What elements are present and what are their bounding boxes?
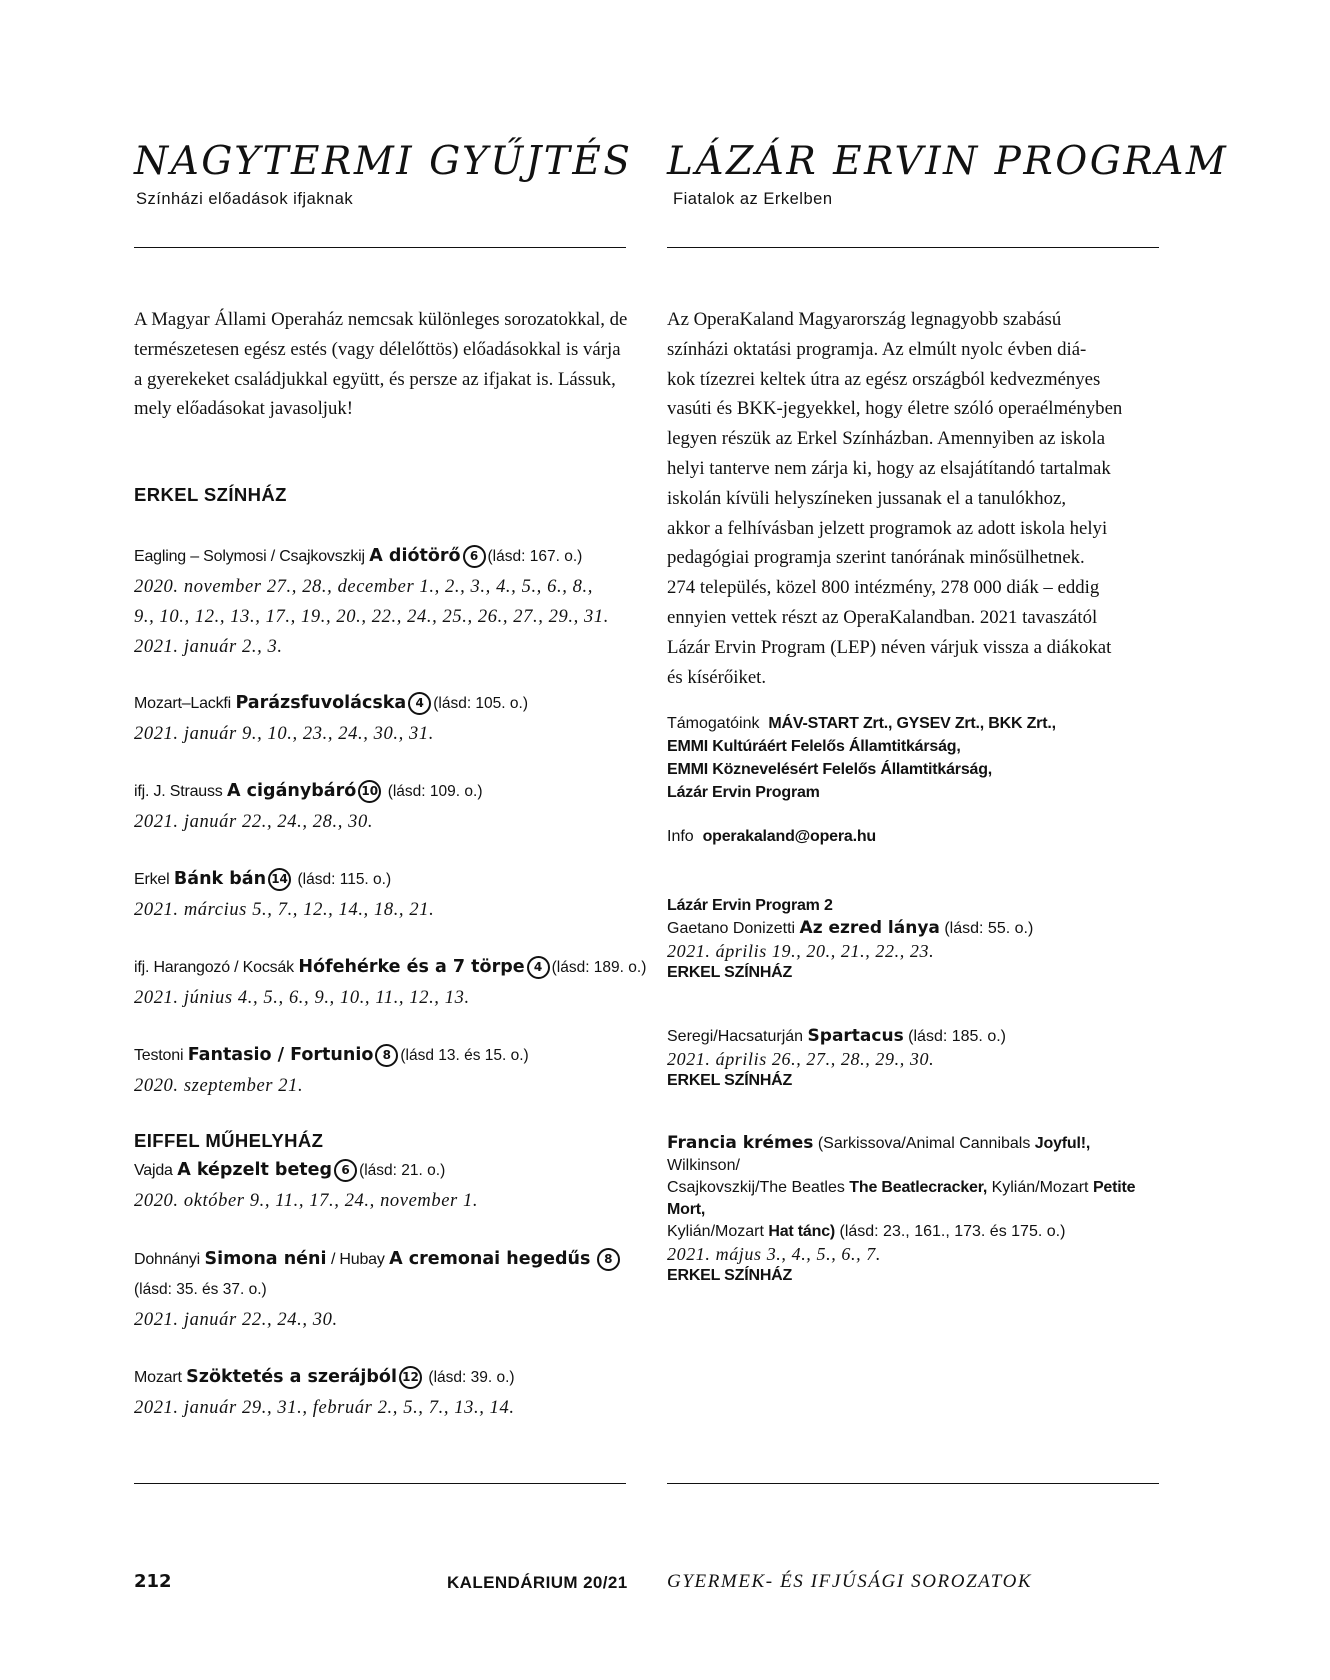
footer-section-title: GYERMEK- ÉS IFJÚSÁGI SOROZATOK (667, 1571, 1033, 1592)
entry-kepzelt-beteg (134, 1155, 634, 1216)
age-badge: 8 (375, 1044, 398, 1067)
age-badge: 12 (399, 1366, 422, 1389)
program-work: Hat tánc) (768, 1223, 836, 1240)
text-line: és kísérőiket. (667, 666, 767, 688)
work-title: Az ezred lánya (799, 918, 940, 938)
composer: / Hubay (330, 1251, 385, 1268)
entry-hofeherke (134, 952, 647, 1013)
supporter-line: Lázár Ervin Program (667, 784, 820, 801)
entry-szoktetes (134, 1362, 634, 1423)
text-line: Az OperaKaland Magyarország legnagyobb szabású (667, 309, 1062, 330)
dates: 2021. április 26., 27., 28., 29., 30. (667, 1049, 935, 1069)
work-title: Francia krémes (667, 1133, 814, 1153)
entry-diotoro (134, 541, 634, 662)
text-line: színházi oktatási programja. Az elmúlt nyolc évben diá- (667, 338, 1087, 360)
composer: ifj. J. Strauss (134, 783, 223, 800)
text-line: iskolán kívüli helyszíneken jussanak el a tanulókhoz, (667, 487, 1067, 509)
program-text: Kylián/Mozart (667, 1223, 764, 1240)
text-line: akkor a felhívásban jelzett programok az adott iskola helyi (667, 517, 1108, 539)
composer: Mozart–Lackfi (134, 695, 231, 712)
right-bottom-rule (667, 1483, 1159, 1484)
dates: 2021. június 4., 5., 6., 9., 10., 11., 12., 13. (134, 988, 470, 1008)
venue: ERKEL SZÍNHÁZ (667, 1267, 793, 1284)
footer-publication: KALENDÁRIUM 20/21 (447, 1573, 628, 1592)
work-title: A képzelt beteg (177, 1160, 333, 1180)
composer: Gaetano Donizetti (667, 920, 796, 937)
page-ref: (lásd: 23., 161., 173. és 175. o.) (839, 1223, 1066, 1240)
left-top-rule (134, 247, 626, 248)
dates: 2021. január 22., 24., 30. (134, 1310, 338, 1330)
composer: Eagling – Solymosi / Csajkovszkij (134, 548, 365, 565)
work-title: A cremonai hegedűs (389, 1249, 591, 1269)
composer: ifj. Harangozó / Kocsák (134, 959, 294, 976)
left-title: NAGYTERMI GYŰJTÉS (134, 139, 633, 184)
entry-lep2-ezred-lanya (667, 895, 1167, 984)
work-title: Hófehérke és a 7 törpe (298, 957, 525, 977)
page-ref: (lásd: 109. o.) (387, 783, 483, 800)
page-ref: (lásd: 167. o.) (487, 548, 583, 565)
entry-francia-kremes (667, 1132, 1167, 1287)
text-line: 274 település, közel 800 intézmény, 278 000 diák – eddig (667, 577, 1100, 599)
venue: ERKEL SZÍNHÁZ (667, 964, 793, 981)
text-line: helyi tanterve nem zárja ki, hogy az elsajátítandó tartalmak (667, 457, 1111, 479)
age-badge: 14 (268, 868, 291, 891)
work-title: Parázsfuvolácska (235, 693, 407, 713)
text-line: legyen részük az Erkel Színházban. Amennyiben az iskola (667, 428, 1106, 450)
page-ref: (lásd: 105. o.) (433, 695, 528, 712)
composer: Dohnányi (134, 1251, 201, 1268)
age-badge: 6 (463, 545, 486, 568)
work-title: Simona néni (204, 1249, 327, 1269)
work-title: A cigánybáró (227, 781, 357, 801)
page-ref: (lásd: 185. o.) (908, 1028, 1006, 1045)
page-ref: (lásd: 35. és 37. o.) (134, 1281, 267, 1298)
work-title: Spartacus (807, 1026, 904, 1046)
dates: 2020. szeptember 21. (134, 1076, 304, 1096)
work-title: Bánk bán (173, 869, 267, 889)
info-label: Info (667, 828, 694, 845)
age-badge: 4 (408, 692, 431, 715)
page-ref: (lásd: 39. o.) (428, 1369, 515, 1386)
work-title: A diótörő (369, 546, 461, 566)
page-ref: (lásd: 189. o.) (551, 959, 647, 976)
page-number: 212 (134, 1571, 172, 1592)
entry-ciganybaro (134, 776, 634, 837)
right-top-rule (667, 247, 1159, 248)
page-ref: (lásd 13. és 15. o.) (400, 1047, 529, 1064)
composer: Erkel (134, 871, 170, 888)
work-title: Fantasio / Fortunio (187, 1045, 374, 1065)
right-title: LÁZÁR ERVIN PROGRAM (667, 139, 1229, 184)
supporters (667, 712, 1056, 848)
venue-eiffel: EIFFEL MŰHELYHÁZ (134, 1130, 324, 1151)
age-badge: 4 (527, 956, 550, 979)
entry-parazsfuvolacska (134, 688, 634, 749)
supporter-line: EMMI Kultúráért Felelős Államtitkárság, (667, 738, 961, 755)
dates: 2021. január 29., 31., február 2., 5., 7., 13., 14. (134, 1398, 515, 1418)
left-bottom-rule (134, 1483, 626, 1484)
program-text: Kylián/Mozart (991, 1179, 1089, 1196)
info-email-link[interactable]: operakaland@opera.hu (702, 828, 877, 845)
program-work: Joyful!, (1034, 1135, 1091, 1152)
supporter-line: EMMI Köznevelésért Felelős Államtitkárság, (667, 761, 993, 778)
entry-fantasio-fortunio (134, 1040, 634, 1101)
lep-description (667, 305, 1167, 692)
composer: Vajda (134, 1162, 173, 1179)
supporters-label: Támogatóink (667, 715, 760, 732)
entry-bank-ban (134, 864, 634, 925)
program-text: Wilkinson/ (667, 1157, 740, 1174)
venue-erkel: ERKEL SZÍNHÁZ (134, 484, 287, 505)
age-badge: 10 (358, 780, 381, 803)
dates: 2021. március 5., 7., 12., 14., 18., 21. (134, 900, 435, 920)
dates: 2021. április 19., 20., 21., 22., 23. (667, 941, 935, 961)
age-badge: 8 (597, 1248, 620, 1271)
right-subtitle: Fiatalok az Erkelben (673, 190, 833, 208)
age-badge: 6 (334, 1159, 357, 1182)
text-line: kok tízezrei keltek útra az egész országból kedvezményes (667, 368, 1101, 390)
work-title: Szöktetés a szerájból (186, 1367, 397, 1387)
program-work: The Beatlecracker, (849, 1179, 988, 1196)
page-ref: (lásd: 55. o.) (944, 920, 1034, 937)
lep2-heading: Lázár Ervin Program 2 (667, 897, 833, 914)
dates: 2020. november 27., 28., december 1., 2., 3., 4., 5., 6., 8., (134, 577, 593, 597)
program-work: Petite Mort, (667, 1179, 1136, 1218)
text-line: vasúti és BKK-jegyekkel, hogy életre szóló operaélményben (667, 398, 1123, 420)
page-ref: (lásd: 115. o.) (297, 871, 392, 888)
dates: 2021. január 9., 10., 23., 24., 30., 31. (134, 724, 434, 744)
entry-spartacus (667, 1025, 1167, 1092)
text-line: pedagógiai programja szerint tanórának minősülhetnek. (667, 547, 1085, 569)
page-ref: (lásd: 21. o.) (359, 1162, 446, 1179)
composer: Mozart (134, 1369, 182, 1386)
dates: 2021. május 3., 4., 5., 6., 7. (667, 1244, 882, 1264)
program-text: (Sarkissova/Animal Cannibals (817, 1135, 1031, 1152)
venue: ERKEL SZÍNHÁZ (667, 1072, 793, 1089)
left-subtitle: Színházi előadások ifjaknak (136, 190, 354, 208)
dates: 2020. október 9., 11., 17., 24., november 1. (134, 1191, 479, 1211)
dates: 2021. január 2., 3. (134, 637, 283, 657)
supporter-line: MÁV-START Zrt., GYSEV Zrt., BKK Zrt., (768, 715, 1056, 732)
dates: 9., 10., 12., 13., 17., 19., 20., 22., 24., 25., 26., 27., 29., 31. (134, 607, 609, 627)
composer: Testoni (134, 1047, 184, 1064)
entry-simona-neni (134, 1244, 634, 1335)
left-intro: A Magyar Állami Operaház nemcsak különleges sorozatokkal, de természetesen egész estés (vagy délelőttös) előadásokkal is várja a gyerekeket családjukkal együtt, és persze az ifjakat is. Lássuk, mely előadásokat javasoljuk! (134, 309, 628, 420)
dates: 2021. január 22., 24., 28., 30. (134, 812, 374, 832)
text-line: Lázár Ervin Program (LEP) néven várjuk vissza a diákokat (667, 636, 1112, 658)
program-text: Csajkovszkij/The Beatles (667, 1179, 845, 1196)
composer: Seregi/Hacsaturján (667, 1028, 804, 1045)
text-line: ennyien vettek részt az OperaKalandban. 2021 tavaszától (667, 606, 1098, 628)
